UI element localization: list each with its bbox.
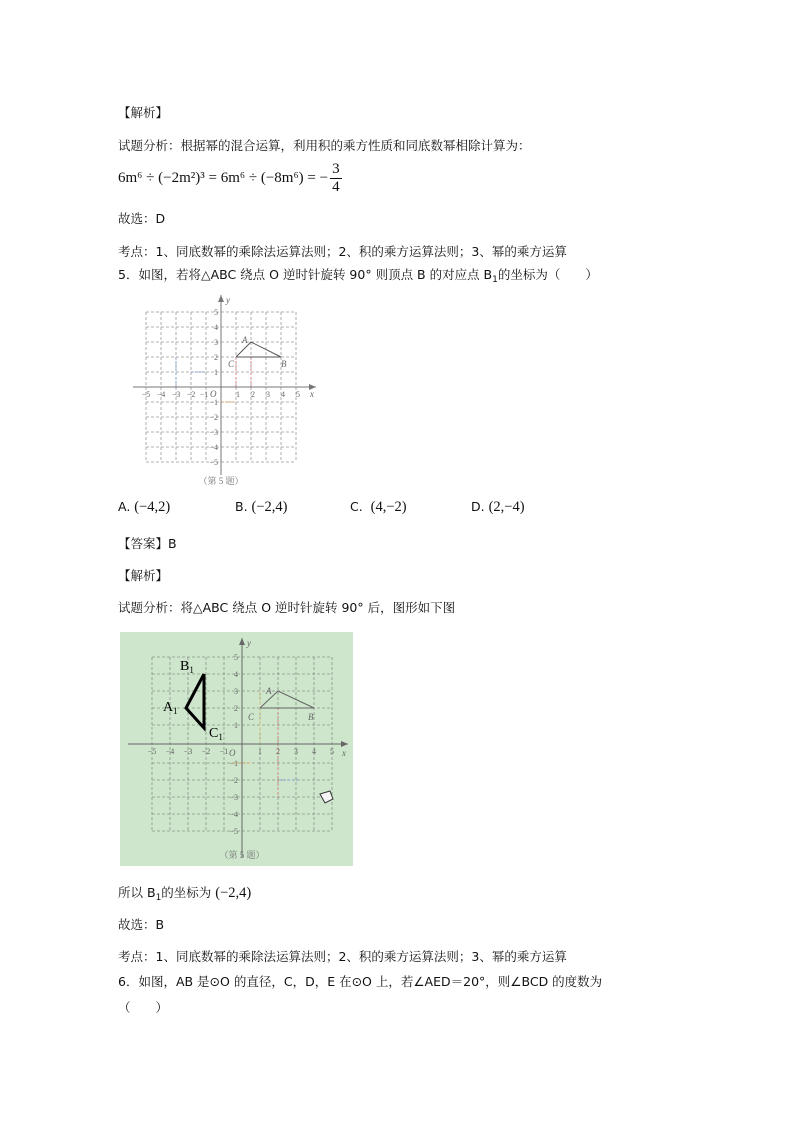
equation-lhs: 6m⁶ ÷ (−2m²)³ = 6m⁶ ÷ (−8m⁶) = − <box>118 170 329 186</box>
point-b1-label: $B_1$ <box>180 659 194 675</box>
analysis-text: 试题分析：将△ABC 绕点 O 逆时针旋转 90° 后，图形如下图 <box>118 600 456 615</box>
figure-caption: （第 5 题） <box>198 476 244 486</box>
question-6: 6．如图，AB 是⊙O 的直径，C，D，E 在⊙O 上，若∠AED＝20°，则∠BCD 的度数为 <box>118 974 603 989</box>
option-b-letter: B. <box>235 499 248 514</box>
y-tick: −4 <box>229 810 238 819</box>
equation-fraction <box>330 161 342 196</box>
point-a-label: A <box>242 335 248 345</box>
y-tick: 4 <box>234 670 238 679</box>
option-c-value: (4,−2) <box>370 499 407 515</box>
option-b[interactable] <box>235 498 288 516</box>
fraction-denominator: 4 <box>332 178 340 195</box>
option-a-value: (−4,2) <box>134 499 171 515</box>
axis-label-y: y <box>226 295 230 305</box>
y-axis-arrow <box>218 295 224 302</box>
x-tick: −1 <box>219 747 229 756</box>
conclusion-value: (−2,4) <box>215 885 252 901</box>
question-5 <box>118 266 598 289</box>
analysis-text: 试题分析：根据幂的混合运算，利用积的乘方性质和同底数幂相除计算为： <box>118 138 531 153</box>
y-tick: −3 <box>209 428 218 437</box>
point-a1-label: $A_1$ <box>163 700 178 716</box>
equation <box>118 158 342 198</box>
y-tick: −5 <box>209 458 218 467</box>
option-c[interactable] <box>350 498 407 516</box>
fraction-numerator: 3 <box>332 160 340 177</box>
x-tick: 4 <box>312 747 316 756</box>
y-tick: 4 <box>214 323 218 332</box>
rotated-triangle-figure <box>120 632 353 866</box>
x-tick: 5 <box>330 747 334 756</box>
choice-line: 故选：B <box>118 917 165 932</box>
option-a[interactable] <box>118 498 170 516</box>
option-c-letter: C. <box>350 499 363 514</box>
question-5-figure <box>128 290 323 490</box>
y-tick: 1 <box>234 721 238 730</box>
y-tick: −1 <box>229 759 238 768</box>
point-b-label: B <box>308 712 314 722</box>
conclusion-line <box>118 884 251 907</box>
x-tick: 3 <box>294 747 298 756</box>
x-tick: −5 <box>147 747 157 756</box>
y-tick: −2 <box>229 776 238 785</box>
y-tick: 2 <box>234 704 238 713</box>
point-c1-label: $C_1$ <box>209 726 223 742</box>
y-tick: −5 <box>229 827 238 836</box>
question-5-sub: 1 <box>492 275 498 285</box>
x-tick: 2 <box>251 390 255 399</box>
axis-label-y: y <box>247 638 251 648</box>
x-tick: −1 <box>199 390 209 399</box>
conclusion-sub: 1 <box>155 893 162 903</box>
question-5-prefix: 5．如图，若将△ABC 绕点 O 逆时针旋转 90° 则顶点 B 的对应点 B <box>118 267 493 282</box>
y-tick: 2 <box>214 353 218 362</box>
analysis-heading: 【解析】 <box>118 568 169 583</box>
y-tick: 5 <box>214 308 218 317</box>
point-c-label: C <box>228 359 235 369</box>
figure-caption: （第 5 题） <box>219 850 265 860</box>
y-tick: −4 <box>209 443 218 452</box>
option-a-letter: A. <box>118 499 131 514</box>
option-d[interactable] <box>471 498 525 516</box>
x-tick: −3 <box>171 390 181 399</box>
x-tick: −4 <box>165 747 175 756</box>
x-tick: 5 <box>296 390 300 399</box>
origin-label: O <box>210 389 217 399</box>
x-tick: 1 <box>236 390 240 399</box>
x-tick: 4 <box>281 390 285 399</box>
y-tick: −3 <box>229 793 238 802</box>
choice-line: 故选：D <box>118 211 166 226</box>
y-tick: 3 <box>234 687 238 696</box>
x-tick: 3 <box>266 390 270 399</box>
y-tick: −2 <box>209 413 218 422</box>
x-tick: −3 <box>183 747 193 756</box>
conclusion-prefix: 所以 B <box>118 885 156 900</box>
x-tick: −2 <box>186 390 196 399</box>
kaodian-line: 考点：1、同底数幂的乘除法运算法则；2、积的乘方运算法则；3、幂的乘方运算 <box>118 244 567 259</box>
option-d-value: (2,−4) <box>488 499 525 515</box>
x-tick: 1 <box>258 747 262 756</box>
conclusion-mid: 的坐标为 <box>161 885 212 900</box>
x-tick: 2 <box>276 747 280 756</box>
x-tick: −5 <box>141 390 151 399</box>
option-b-value: (−2,4) <box>251 499 288 515</box>
axis-label-x: x <box>342 748 346 758</box>
y-tick: 1 <box>214 368 218 377</box>
question-5-suffix: 的坐标为（ ） <box>497 267 598 282</box>
option-d-letter: D. <box>471 499 485 514</box>
answer-line: 【答案】B <box>118 536 177 551</box>
axis-label-x: x <box>310 389 314 399</box>
question-6-paren: （ ） <box>118 1000 169 1015</box>
analysis-heading: 【解析】 <box>118 105 169 120</box>
x-tick: −4 <box>156 390 166 399</box>
y-tick: −1 <box>209 398 218 407</box>
point-a-label: A <box>266 686 272 696</box>
y-tick: 5 <box>234 653 238 662</box>
origin-label: O <box>229 748 236 758</box>
x-tick: −2 <box>201 747 211 756</box>
y-tick: 3 <box>214 338 218 347</box>
point-b-label: B <box>281 359 287 369</box>
kaodian-line: 考点：1、同底数幂的乘除法运算法则；2、积的乘方运算法则；3、幂的乘方运算 <box>118 949 567 964</box>
point-c-label: C <box>248 712 255 722</box>
